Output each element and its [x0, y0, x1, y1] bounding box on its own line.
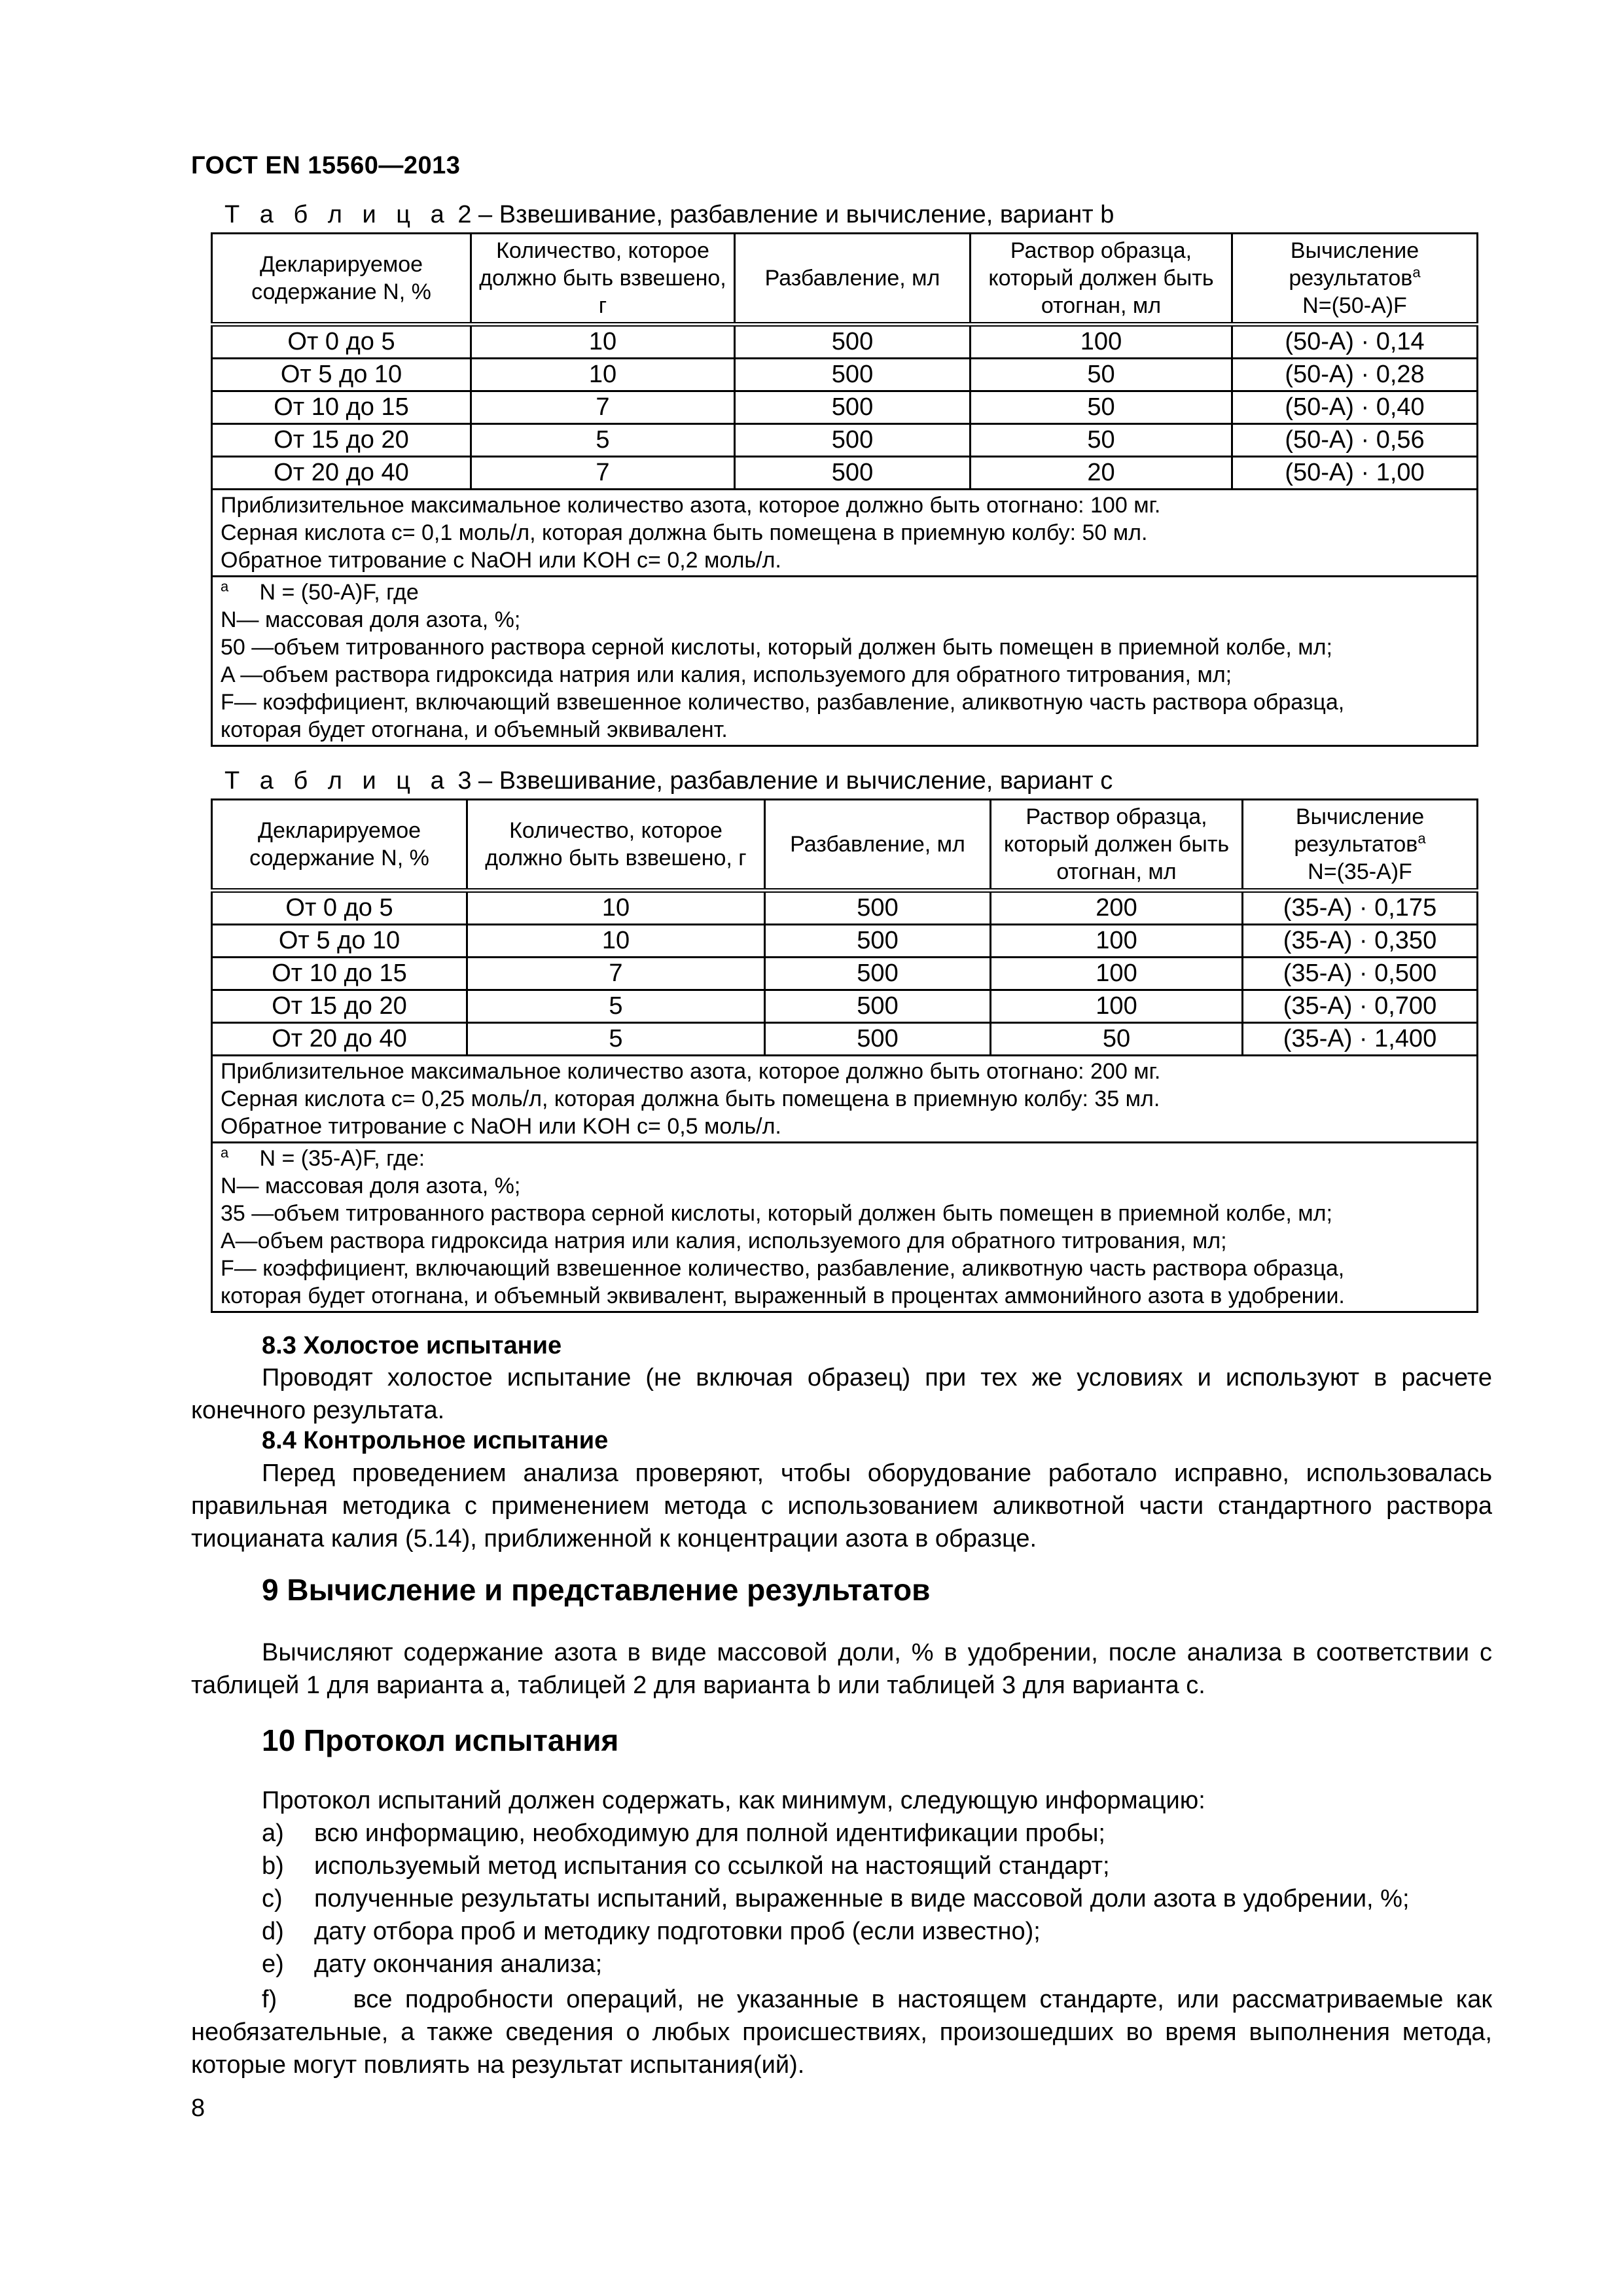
section-8-3-text: [191, 1361, 1492, 1427]
table-cell: От 10 до 15: [212, 391, 471, 424]
table-cell: 500: [735, 424, 971, 457]
table3: [211, 798, 1478, 1313]
header-cell: Декларируемое содержание N, %: [212, 234, 471, 325]
list-item-text: дату отбора проб и методику подготовки проб (если известно);: [314, 1918, 1041, 1945]
table-cell: 500: [735, 391, 971, 424]
table-cell: (35-A) · 0,700: [1243, 990, 1478, 1023]
footnote-line: [221, 579, 1469, 606]
table2: [211, 232, 1478, 747]
list-marker: e): [262, 1950, 284, 1978]
header-cell: Количество, которое должно быть взвешено, г: [471, 234, 735, 325]
footnote-line: которая будет отогнана, и объемный эквивалент, выраженный в процентах аммонийного азота в удобрении.: [221, 1283, 1345, 1308]
table-cell: 500: [735, 359, 971, 391]
header-cell: Разбавление, мл: [765, 800, 991, 891]
list-item: [262, 1820, 1105, 1848]
table-cell: 500: [765, 891, 991, 925]
list-item-text: все подробности операций, не указанные в настоящем стандарте, или рассматриваемые как необязательные, а также сведения о любых происшествиях, произошедших во время выполнения метода, которые могут повлиять на результат испытания(ий).: [191, 1986, 1492, 2079]
header-cell: Количество, которое должно быть взвешено, г: [467, 800, 765, 891]
table3-caption-number: 3: [457, 767, 472, 795]
section-9-title: 9 Вычисление и представление результатов: [262, 1573, 931, 1607]
footnote-line: A —объем раствора гидроксида натрия или калия, используемого для обратного титрования, мл;: [221, 662, 1232, 687]
table-row: [212, 990, 1478, 1023]
list-marker: d): [262, 1918, 284, 1945]
table-cell: 500: [735, 325, 971, 359]
table-cell: 500: [735, 457, 971, 490]
list-marker: a): [262, 1820, 284, 1847]
footnote-line: 35 —объем титрованного раствора серной кислоты, который должен быть помещен в приемной колбе, мл;: [221, 1201, 1332, 1226]
footnote-line: которая будет отогнана, и объемный эквивалент.: [221, 717, 728, 742]
standard-header: ГОСТ EN 15560—2013: [191, 152, 461, 179]
table2-caption-number: 2: [457, 201, 472, 228]
footnote-line: [221, 1145, 1469, 1172]
footnote-line: 50 —объем титрованного раствора серной кислоты, который должен быть помещен в приемной колбе, мл;: [221, 635, 1332, 660]
footnote-line: A—объем раствора гидроксида натрия или калия, используемого для обратного титрования, мл;: [221, 1229, 1227, 1253]
footnote-marker: a: [1418, 830, 1426, 847]
table-row: [212, 359, 1478, 391]
table-footnote-row: [212, 1143, 1478, 1312]
table-header-row: [212, 234, 1478, 325]
table-cell: 7: [471, 457, 735, 490]
paragraph-text: Вычисляют содержание азота в виде массовой доли, % в удобрении, после анализа в соответствии с таблицей 1 для варианта a, таблицей 2 для варианта b или таблицей 3 для варианта c.: [191, 1639, 1492, 1699]
table-cell: 50: [971, 359, 1232, 391]
table-cell: От 20 до 40: [212, 1023, 467, 1056]
section-8-4-text: [191, 1457, 1492, 1555]
paragraph-text: Перед проведением анализа проверяют, чтобы оборудование работало исправно, использовалась правильная методика с применением метода с использованием аликвотной части стандартного раствора тиоцианата калия (5.14), приближенной к концентрации азота в образце.: [191, 1460, 1492, 1552]
table-cell: (50-A) · 0,40: [1232, 391, 1478, 424]
header-cell: [1232, 234, 1478, 325]
table-cell: 500: [765, 958, 991, 990]
list-item-text: полученные результаты испытаний, выраженные в виде массовой доли азота в удобрении, %;: [314, 1885, 1410, 1912]
list-marker: b): [262, 1852, 284, 1880]
note-line: Обратное титрование с NaOH или KOH c= 0,2 моль/л.: [221, 548, 781, 573]
table-cell: От 5 до 10: [212, 359, 471, 391]
footnote-line: F— коэффициент, включающий взвешенное количество, разбавление, аликвотную часть раствора образца,: [221, 690, 1345, 715]
header-cell: Раствор образца, который должен быть отогнан, мл: [971, 234, 1232, 325]
header-cell: Декларируемое содержание N, %: [212, 800, 467, 891]
list-item: [262, 1950, 602, 1979]
table-row: [212, 457, 1478, 490]
table-cell: 10: [471, 325, 735, 359]
table-cell: 7: [467, 958, 765, 990]
table-cell: 500: [765, 1023, 991, 1056]
paragraph-text: Проводят холостое испытание (не включая образец) при тех же условиях и используют в расчете конечного результата.: [191, 1364, 1492, 1424]
table-cell: 500: [765, 990, 991, 1023]
list-item-text: всю информацию, необходимую для полной идентификации пробы;: [314, 1820, 1105, 1847]
footnote-line: N— массовая доля азота, %;: [221, 607, 521, 632]
section-8-3-title: 8.3 Холостое испытание: [262, 1332, 562, 1359]
table2-caption: [224, 201, 1114, 229]
footnote-line: F— коэффициент, включающий взвешенное количество, разбавление, аликвотную часть раствора образца,: [221, 1256, 1345, 1281]
table-cell: 50: [971, 391, 1232, 424]
table-cell: (50-A) · 0,14: [1232, 325, 1478, 359]
table3-caption-label: Т а б л и ц а: [224, 767, 451, 795]
table-cell: 10: [471, 359, 735, 391]
list-item: [262, 1885, 1410, 1913]
header-cell: [1243, 800, 1478, 891]
table-cell: От 15 до 20: [212, 990, 467, 1023]
list-item-text: дату окончания анализа;: [314, 1950, 603, 1978]
table-cell: (35-A) · 0,500: [1243, 958, 1478, 990]
table-cell: 50: [971, 424, 1232, 457]
table-row: [212, 325, 1478, 359]
section-9-text: [191, 1636, 1492, 1702]
table-cell: (35-A) · 1,400: [1243, 1023, 1478, 1056]
list-item: [262, 1852, 1110, 1880]
list-item-text: используемый метод испытания со ссылкой на настоящий стандарт;: [314, 1852, 1110, 1880]
table-cell: 100: [991, 925, 1243, 958]
footnote-marker: a: [221, 1144, 229, 1161]
footnote-marker: a: [221, 578, 229, 595]
list-marker: c): [262, 1885, 283, 1912]
list-marker: f): [262, 1986, 277, 2013]
footnote-line: N— массовая доля азота, %;: [221, 1174, 521, 1198]
table-cell: 500: [765, 925, 991, 958]
list-item: [262, 1918, 1041, 1946]
table-footnote: [212, 577, 1478, 746]
table-cell: 5: [467, 1023, 765, 1056]
section-10-intro: Протокол испытаний должен содержать, как минимум, следующую информацию:: [262, 1787, 1205, 1814]
header-calc-label: Вычисление результатов: [1289, 238, 1419, 291]
note-line: Серная кислота c= 0,1 моль/л, которая должна быть помещена в приемную колбу: 50 мл.: [221, 520, 1148, 545]
table-row: [212, 958, 1478, 990]
header-calc-formula: N=(50-A)F: [1302, 293, 1407, 318]
list-item: [191, 1983, 1492, 2081]
table3-caption: [224, 767, 1113, 795]
table-note: [212, 1056, 1478, 1143]
table-cell: 50: [991, 1023, 1243, 1056]
section-8-4-title: 8.4 Контрольное испытание: [262, 1427, 609, 1454]
table-cell: (50-A) · 1,00: [1232, 457, 1478, 490]
footnote-marker: a: [1412, 264, 1421, 281]
table-cell: 10: [467, 891, 765, 925]
footnote-formula: N = (35-A)F, где:: [259, 1146, 425, 1171]
table-note-row: [212, 490, 1478, 577]
table2-caption-label: Т а б л и ц а: [224, 201, 451, 228]
table-footnote: [212, 1143, 1478, 1312]
table-cell: 5: [471, 424, 735, 457]
header-calc-formula: N=(35-A)F: [1308, 859, 1412, 884]
header-calc-label: Вычисление результатов: [1294, 804, 1425, 857]
table-footnote-row: [212, 577, 1478, 746]
note-line: Обратное титрование с NaOH или KOH c= 0,5 моль/л.: [221, 1114, 781, 1139]
table-row: [212, 891, 1478, 925]
table-cell: От 10 до 15: [212, 958, 467, 990]
table-note-row: [212, 1056, 1478, 1143]
section-10-title: 10 Протокол испытания: [262, 1723, 619, 1757]
table3-caption-text: – Взвешивание, разбавление и вычисление, вариант c: [478, 767, 1113, 795]
table-cell: 200: [991, 891, 1243, 925]
note-line: Серная кислота c= 0,25 моль/л, которая должна быть помещена в приемную колбу: 35 мл.: [221, 1086, 1160, 1111]
table-header-row: [212, 800, 1478, 891]
header-cell: Разбавление, мл: [735, 234, 971, 325]
table-cell: От 5 до 10: [212, 925, 467, 958]
table-note: [212, 490, 1478, 577]
table-cell: От 15 до 20: [212, 424, 471, 457]
table-cell: 10: [467, 925, 765, 958]
table-cell: (35-A) · 0,350: [1243, 925, 1478, 958]
note-line: Приблизительное максимальное количество азота, которое должно быть отогнано: 200 мг.: [221, 1059, 1161, 1084]
table-cell: (50-A) · 0,28: [1232, 359, 1478, 391]
table-cell: 100: [991, 958, 1243, 990]
table-row: [212, 1023, 1478, 1056]
table-cell: 20: [971, 457, 1232, 490]
page-number: 8: [191, 2094, 205, 2122]
table-cell: 7: [471, 391, 735, 424]
table-row: [212, 391, 1478, 424]
footnote-formula: N = (50-A)F, где: [259, 580, 419, 605]
table-cell: (35-A) · 0,175: [1243, 891, 1478, 925]
table-cell: 100: [971, 325, 1232, 359]
table-cell: 100: [991, 990, 1243, 1023]
table2-caption-text: – Взвешивание, разбавление и вычисление, вариант b: [478, 201, 1115, 228]
table-cell: (50-A) · 0,56: [1232, 424, 1478, 457]
table-cell: От 0 до 5: [212, 325, 471, 359]
table-cell: 5: [467, 990, 765, 1023]
note-line: Приблизительное максимальное количество азота, которое должно быть отогнано: 100 мг.: [221, 493, 1161, 518]
table-row: [212, 925, 1478, 958]
table-row: [212, 424, 1478, 457]
table-cell: От 20 до 40: [212, 457, 471, 490]
table-cell: От 0 до 5: [212, 891, 467, 925]
header-cell: Раствор образца, который должен быть отогнан, мл: [991, 800, 1243, 891]
